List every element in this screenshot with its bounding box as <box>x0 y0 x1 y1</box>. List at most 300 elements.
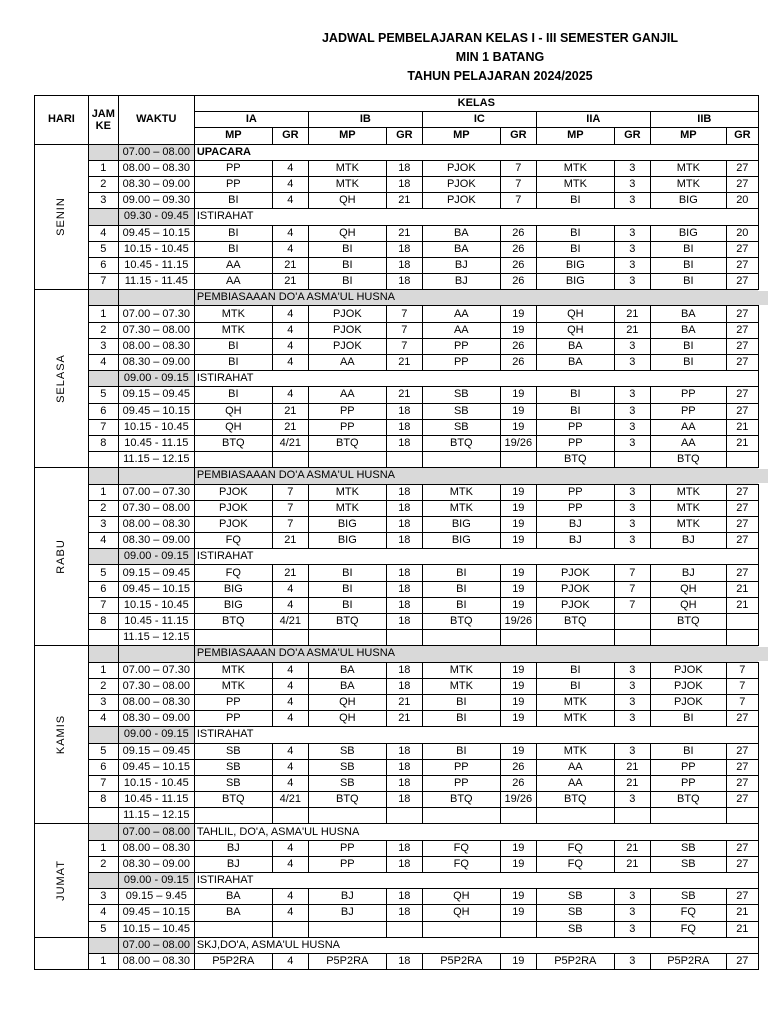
mp-cell <box>308 452 386 468</box>
header-mp-iib: MP <box>650 128 726 144</box>
jam-cell: 3 <box>88 516 118 532</box>
mp-cell <box>308 921 386 937</box>
table-row <box>35 711 759 727</box>
gr-cell: 27 <box>726 306 758 322</box>
header-class-ib: IB <box>308 112 422 128</box>
jam-cell <box>88 808 118 824</box>
table-row <box>35 662 759 678</box>
jam-cell <box>88 290 118 306</box>
gr-cell <box>614 614 650 630</box>
day-name: JUMAT <box>54 860 67 902</box>
jam-cell <box>88 452 118 468</box>
table-row <box>35 435 759 451</box>
waktu-cell: 09.45 – 10.15 <box>118 581 194 597</box>
mp-cell: SB <box>308 775 386 791</box>
mp-cell: PP <box>422 338 500 354</box>
note-row <box>35 727 759 743</box>
note-cell: UPACARA <box>194 144 758 160</box>
jam-cell: 4 <box>88 533 118 549</box>
jam-cell: 5 <box>88 743 118 759</box>
mp-cell: BTQ <box>422 435 500 451</box>
mp-cell: BI <box>650 338 726 354</box>
mp-cell: BJ <box>536 533 614 549</box>
mp-cell <box>308 630 386 646</box>
mp-cell: PP <box>308 403 386 419</box>
table-row <box>35 484 759 500</box>
gr-cell: 27 <box>726 516 758 532</box>
waktu-cell: 08.30 – 09.00 <box>118 355 194 371</box>
jam-cell: 1 <box>88 840 118 856</box>
gr-cell: 18 <box>386 274 422 290</box>
mp-cell: PP <box>650 759 726 775</box>
day-name: RABU <box>54 539 67 575</box>
gr-cell: 27 <box>726 241 758 257</box>
day-name: SENIN <box>54 197 67 237</box>
mp-cell: MTK <box>536 711 614 727</box>
gr-cell: 21 <box>726 921 758 937</box>
gr-cell: 4 <box>272 743 308 759</box>
gr-cell: 27 <box>726 889 758 905</box>
gr-cell <box>386 808 422 824</box>
day-label <box>35 646 89 824</box>
mp-cell: PP <box>536 435 614 451</box>
waktu-cell: 09.45 – 10.15 <box>118 225 194 241</box>
gr-cell: 18 <box>386 614 422 630</box>
gr-cell: 26 <box>500 225 536 241</box>
jam-cell: 5 <box>88 565 118 581</box>
table-row <box>35 953 759 969</box>
mp-cell: PJOK <box>308 322 386 338</box>
waktu-cell: 08.00 – 08.30 <box>118 516 194 532</box>
mp-cell: QH <box>536 322 614 338</box>
mp-cell: PP <box>650 387 726 403</box>
mp-cell: BA <box>650 306 726 322</box>
gr-cell: 7 <box>500 193 536 209</box>
waktu-cell: 09.15 – 09.45 <box>118 565 194 581</box>
mp-cell: MTK <box>308 160 386 176</box>
note-cell: ISTIRAHAT <box>194 371 758 387</box>
table-row <box>35 225 759 241</box>
gr-cell: 21 <box>614 759 650 775</box>
gr-cell <box>500 921 536 937</box>
waktu-cell <box>118 290 194 306</box>
mp-cell: BJ <box>650 533 726 549</box>
gr-cell: 18 <box>386 953 422 969</box>
mp-cell: BI <box>194 241 272 257</box>
mp-cell: BTQ <box>194 614 272 630</box>
mp-cell: PP <box>650 775 726 791</box>
mp-cell <box>194 452 272 468</box>
gr-cell: 4 <box>272 176 308 192</box>
mp-cell: P5P2RA <box>194 953 272 969</box>
mp-cell <box>422 808 500 824</box>
gr-cell: 3 <box>614 241 650 257</box>
day-name: SELASA <box>54 354 67 404</box>
table-row <box>35 694 759 710</box>
note-row <box>35 144 759 160</box>
gr-cell: 21 <box>272 403 308 419</box>
jam-cell: 2 <box>88 176 118 192</box>
gr-cell: 4 <box>272 225 308 241</box>
day-label <box>35 824 89 937</box>
gr-cell: 3 <box>614 662 650 678</box>
jam-cell <box>88 549 118 565</box>
schedule-table <box>34 95 759 970</box>
gr-cell: 18 <box>386 597 422 613</box>
mp-cell: SB <box>650 856 726 872</box>
mp-cell: BTQ <box>194 435 272 451</box>
mp-cell: SB <box>194 759 272 775</box>
mp-cell: PP <box>536 500 614 516</box>
waktu-cell: 07.30 – 08.00 <box>118 500 194 516</box>
gr-cell: 18 <box>386 533 422 549</box>
table-row <box>35 452 759 468</box>
gr-cell: 21 <box>386 711 422 727</box>
schedule-title: JADWAL PEMBELAJARAN KELAS I - III SEMESTER GANJIL <box>321 31 679 45</box>
gr-cell: 18 <box>386 516 422 532</box>
mp-cell: FQ <box>422 856 500 872</box>
mp-cell: BIG <box>650 193 726 209</box>
waktu-cell: 11.15 – 12.15 <box>118 452 194 468</box>
waktu-cell: 10.45 - 11.15 <box>118 435 194 451</box>
waktu-cell: 10.15 - 10.45 <box>118 775 194 791</box>
gr-cell <box>726 808 758 824</box>
gr-cell: 21 <box>726 419 758 435</box>
mp-cell: PJOK <box>536 565 614 581</box>
gr-cell: 4 <box>272 160 308 176</box>
gr-cell <box>726 452 758 468</box>
gr-cell: 4/21 <box>272 435 308 451</box>
mp-cell: BIG <box>194 581 272 597</box>
jam-cell <box>88 209 118 225</box>
waktu-cell: 11.15 – 12.15 <box>118 630 194 646</box>
mp-cell <box>422 452 500 468</box>
gr-cell: 19 <box>500 662 536 678</box>
day-label <box>35 290 89 468</box>
mp-cell: PJOK <box>536 597 614 613</box>
jam-cell: 1 <box>88 306 118 322</box>
mp-cell: PJOK <box>422 193 500 209</box>
gr-cell: 4 <box>272 662 308 678</box>
mp-cell: FQ <box>422 840 500 856</box>
jam-cell: 8 <box>88 792 118 808</box>
gr-cell: 3 <box>614 176 650 192</box>
jam-cell: 1 <box>88 160 118 176</box>
header-jam: JAM KE <box>88 96 118 145</box>
gr-cell: 7 <box>500 160 536 176</box>
gr-cell: 21 <box>614 775 650 791</box>
row-shade-extension <box>733 469 768 483</box>
gr-cell: 26 <box>500 257 536 273</box>
waktu-cell: 09.15 – 09.45 <box>118 387 194 403</box>
mp-cell: BTQ <box>308 435 386 451</box>
mp-cell: QH <box>422 889 500 905</box>
gr-cell: 18 <box>386 435 422 451</box>
mp-cell: BI <box>308 565 386 581</box>
row-shade-extension <box>733 291 768 305</box>
mp-cell: PP <box>194 160 272 176</box>
school-name: MIN 1 BATANG <box>455 50 545 64</box>
gr-cell: 7 <box>500 176 536 192</box>
mp-cell: BTQ <box>650 614 726 630</box>
gr-cell: 27 <box>726 840 758 856</box>
mp-cell: AA <box>650 419 726 435</box>
header-mp-ic: MP <box>422 128 500 144</box>
waktu-cell <box>118 468 194 484</box>
gr-cell: 21 <box>386 387 422 403</box>
table-row <box>35 193 759 209</box>
mp-cell: MTK <box>650 500 726 516</box>
waktu-cell: 08.00 – 08.30 <box>118 160 194 176</box>
mp-cell: MTK <box>650 176 726 192</box>
mp-cell: SB <box>308 759 386 775</box>
gr-cell: 21 <box>726 435 758 451</box>
table-row <box>35 808 759 824</box>
table-row <box>35 387 759 403</box>
table-row <box>35 792 759 808</box>
mp-cell: BTQ <box>536 452 614 468</box>
gr-cell: 19 <box>500 533 536 549</box>
gr-cell: 19/26 <box>500 792 536 808</box>
mp-cell: PJOK <box>308 306 386 322</box>
waktu-cell: 09.15 – 9.45 <box>118 889 194 905</box>
mp-cell: AA <box>194 274 272 290</box>
academic-year: TAHUN PELAJARAN 2024/2025 <box>407 69 593 83</box>
mp-cell: SB <box>422 419 500 435</box>
table-row <box>35 759 759 775</box>
jam-cell: 2 <box>88 322 118 338</box>
mp-cell: SB <box>422 403 500 419</box>
gr-cell: 19 <box>500 581 536 597</box>
waktu-cell: 08.00 – 08.30 <box>118 338 194 354</box>
gr-cell <box>272 921 308 937</box>
mp-cell: PJOK <box>308 338 386 354</box>
mp-cell: BI <box>194 338 272 354</box>
waktu-cell: 09.00 – 09.30 <box>118 193 194 209</box>
table-row <box>35 743 759 759</box>
gr-cell: 3 <box>614 160 650 176</box>
mp-cell: BI <box>422 711 500 727</box>
gr-cell: 19 <box>500 516 536 532</box>
mp-cell: BI <box>650 274 726 290</box>
mp-cell: BI <box>650 257 726 273</box>
mp-cell: MTK <box>194 662 272 678</box>
mp-cell: BI <box>194 225 272 241</box>
mp-cell: BTQ <box>308 792 386 808</box>
gr-cell: 4 <box>272 953 308 969</box>
mp-cell: MTK <box>308 484 386 500</box>
mp-cell: BI <box>536 387 614 403</box>
gr-cell: 21 <box>386 225 422 241</box>
note-row <box>35 290 759 306</box>
mp-cell: PJOK <box>650 694 726 710</box>
gr-cell: 19 <box>500 565 536 581</box>
gr-cell: 4 <box>272 387 308 403</box>
waktu-cell: 08.30 – 09.00 <box>118 711 194 727</box>
waktu-cell: 07.00 – 07.30 <box>118 484 194 500</box>
gr-cell: 19 <box>500 889 536 905</box>
table-row <box>35 160 759 176</box>
gr-cell <box>726 630 758 646</box>
gr-cell: 27 <box>726 176 758 192</box>
mp-cell <box>194 921 272 937</box>
mp-cell: BA <box>308 662 386 678</box>
waktu-cell: 07.00 – 08.00 <box>118 144 194 160</box>
header-class-iia: IIA <box>536 112 650 128</box>
gr-cell: 26 <box>500 274 536 290</box>
row-shade-extension <box>733 647 768 661</box>
gr-cell: 20 <box>726 193 758 209</box>
gr-cell: 18 <box>386 743 422 759</box>
jam-cell: 2 <box>88 678 118 694</box>
note-row <box>35 209 759 225</box>
gr-cell: 20 <box>726 225 758 241</box>
mp-cell: BTQ <box>650 792 726 808</box>
mp-cell: BIG <box>650 225 726 241</box>
jam-cell: 3 <box>88 338 118 354</box>
gr-cell: 18 <box>386 176 422 192</box>
gr-cell: 27 <box>726 387 758 403</box>
gr-cell: 27 <box>726 533 758 549</box>
waktu-cell: 08.30 – 09.00 <box>118 533 194 549</box>
gr-cell: 19 <box>500 953 536 969</box>
jam-cell: 1 <box>88 953 118 969</box>
jam-cell: 5 <box>88 387 118 403</box>
jam-cell <box>88 727 118 743</box>
gr-cell: 21 <box>386 355 422 371</box>
gr-cell: 4 <box>272 775 308 791</box>
gr-cell: 27 <box>726 355 758 371</box>
gr-cell <box>386 921 422 937</box>
mp-cell: QH <box>536 306 614 322</box>
gr-cell: 27 <box>726 792 758 808</box>
jam-cell: 1 <box>88 662 118 678</box>
gr-cell: 18 <box>386 581 422 597</box>
gr-cell <box>386 630 422 646</box>
gr-cell: 3 <box>614 743 650 759</box>
mp-cell: MTK <box>536 743 614 759</box>
gr-cell: 27 <box>726 856 758 872</box>
gr-cell: 3 <box>614 905 650 921</box>
jam-cell: 7 <box>88 419 118 435</box>
waktu-cell: 10.45 - 11.15 <box>118 257 194 273</box>
mp-cell: BTQ <box>422 792 500 808</box>
gr-cell: 27 <box>726 257 758 273</box>
table-body <box>35 144 759 970</box>
gr-cell <box>272 808 308 824</box>
gr-cell: 7 <box>386 338 422 354</box>
mp-cell: FQ <box>536 856 614 872</box>
day-label <box>35 937 89 969</box>
gr-cell: 21 <box>272 419 308 435</box>
mp-cell: MTK <box>422 662 500 678</box>
table-row <box>35 241 759 257</box>
header-waktu: WAKTU <box>118 96 194 145</box>
mp-cell: BI <box>422 597 500 613</box>
note-row <box>35 468 759 484</box>
gr-cell: 7 <box>614 597 650 613</box>
gr-cell: 18 <box>386 241 422 257</box>
mp-cell: MTK <box>536 176 614 192</box>
gr-cell: 27 <box>726 322 758 338</box>
jam-cell: 4 <box>88 905 118 921</box>
gr-cell: 21 <box>386 694 422 710</box>
mp-cell: FQ <box>650 905 726 921</box>
mp-cell: QH <box>194 403 272 419</box>
mp-cell: BTQ <box>422 614 500 630</box>
gr-cell: 7 <box>386 306 422 322</box>
gr-cell: 18 <box>386 565 422 581</box>
table-row <box>35 516 759 532</box>
mp-cell: PP <box>422 759 500 775</box>
mp-cell: SB <box>194 775 272 791</box>
mp-cell: BIG <box>308 516 386 532</box>
mp-cell <box>650 808 726 824</box>
mp-cell: SB <box>536 921 614 937</box>
gr-cell: 4 <box>272 711 308 727</box>
mp-cell: AA <box>650 435 726 451</box>
mp-cell: PP <box>422 775 500 791</box>
mp-cell: PP <box>194 694 272 710</box>
mp-cell: MTK <box>308 176 386 192</box>
mp-cell: BI <box>422 565 500 581</box>
jam-cell <box>88 873 118 889</box>
gr-cell: 3 <box>614 419 650 435</box>
table-row <box>35 355 759 371</box>
mp-cell: PP <box>194 711 272 727</box>
jam-cell <box>88 144 118 160</box>
gr-cell: 27 <box>726 403 758 419</box>
gr-cell: 21 <box>614 306 650 322</box>
gr-cell: 21 <box>386 193 422 209</box>
mp-cell <box>194 630 272 646</box>
jam-cell: 5 <box>88 241 118 257</box>
table-row <box>35 614 759 630</box>
mp-cell: BIG <box>422 533 500 549</box>
gr-cell: 3 <box>614 694 650 710</box>
mp-cell: FQ <box>536 840 614 856</box>
mp-cell: BI <box>422 581 500 597</box>
note-row <box>35 824 759 840</box>
note-row <box>35 549 759 565</box>
mp-cell: FQ <box>194 533 272 549</box>
gr-cell: 21 <box>272 274 308 290</box>
note-row <box>35 873 759 889</box>
jam-cell: 3 <box>88 694 118 710</box>
mp-cell: MTK <box>422 484 500 500</box>
gr-cell: 27 <box>726 775 758 791</box>
gr-cell: 18 <box>386 840 422 856</box>
mp-cell: BI <box>194 387 272 403</box>
gr-cell: 3 <box>614 678 650 694</box>
mp-cell: BI <box>422 743 500 759</box>
header-gr-ib: GR <box>386 128 422 144</box>
table-row <box>35 500 759 516</box>
jam-cell: 5 <box>88 921 118 937</box>
gr-cell: 21 <box>272 533 308 549</box>
gr-cell: 18 <box>386 160 422 176</box>
mp-cell: FQ <box>650 921 726 937</box>
gr-cell: 18 <box>386 257 422 273</box>
gr-cell <box>500 630 536 646</box>
note-cell: ISTIRAHAT <box>194 209 758 225</box>
gr-cell: 18 <box>386 500 422 516</box>
mp-cell: BJ <box>308 905 386 921</box>
header-class-ia: IA <box>194 112 308 128</box>
gr-cell: 19/26 <box>500 614 536 630</box>
mp-cell: BJ <box>422 274 500 290</box>
mp-cell: BJ <box>308 889 386 905</box>
